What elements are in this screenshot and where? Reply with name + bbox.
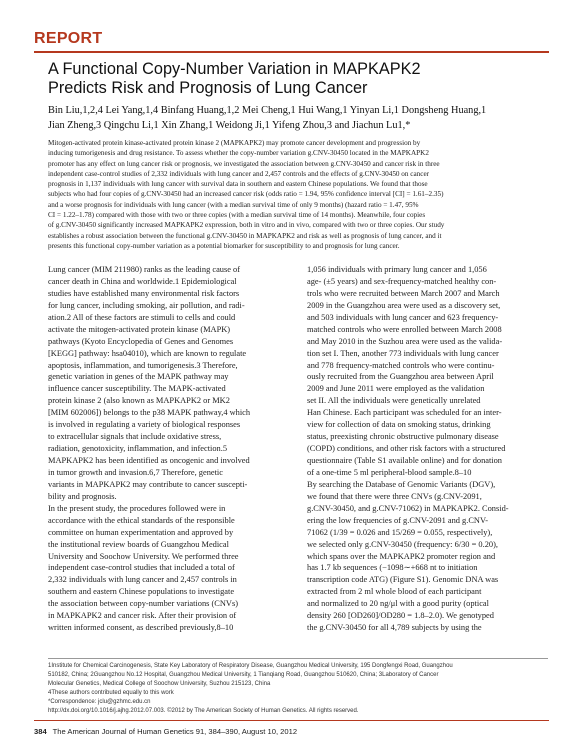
body-text-line: set II. All the individuals were genetically unrelated [307,396,481,406]
body-text-line: and May 2010 in the Suzhou area were used as the valida- [307,336,503,346]
abstract-line: CI = 1.22–1.78) compared with those with two or three copies (with a median survival time of 14 months). Meanwhile, four copies [48,211,426,220]
body-text-line: we selected only g.CNV-30450 (frequency: 6/30 = 0.20), [307,539,498,549]
body-text-line: 71062 (1/39 = 0.026 and 15/269 = 0.055, respectively), [307,527,493,537]
body-text-line: in MAPKAPK2 and cancer risk. After their provision of [48,611,237,621]
body-text-line: and normalized to 20 ng/μl with a good purity (optical [307,599,489,609]
footnote-line: 1Institute for Chemical Carcinogenesis, State Key Laboratory of Respiratory Disease, Guangzhou Medical University, 195 Dongfengxi Road, Guangzhou [48,663,453,669]
body-text-line: 1,056 individuals with primary lung cancer and 1,056 [307,265,487,274]
body-text-line: written informed consent, as described previously,8–10 [48,623,234,633]
abstract-line: inducing tumorigenesis and drug resistance. To assess whether the copy-number variation g.CNV-30450 located in the MAPKAPK2 [48,149,429,158]
footnote-line: http://dx.doi.org/10.1016/j.ajhg.2012.07.003. ©2012 by The American Society of Human Genetics. All rights reserved. [48,708,359,714]
body-text-line: activate the mitogen-activated protein kinase (MAPK) [48,324,231,334]
body-text-line: transcription code ATG) (Figure S1). Genomic DNA was [307,575,499,585]
body-text-line: cancer death in China and worldwide.1 Epidemiological [48,276,237,286]
body-text-line: ation.2 All of these factors are stimuli to cells and could [48,312,236,322]
body-text-line: independent case-control studies that included a total of [48,563,235,573]
body-text-line: the g.CNV-30450 for all 4,789 subjects by using the [307,623,482,633]
body-text-line: studies have established many environmental risk factors [48,288,240,298]
abstract-line: subjects who had four copies of g.CNV-30450 had an increased cancer risk (odds ratio = 1.94, 95% confidence interval [CI] = 1.61–2.35) [48,190,444,199]
author-list [48,103,548,133]
body-text-line: and 503 individuals with lung cancer and 623 frequency- [307,312,499,322]
header-rule [34,51,549,53]
abstract-line: establishes a robust association between the functional g.CNV-30450 in MAPKAPK2 and risk as well as prognosis of lung cancer, and it [48,231,442,240]
footnote-line: 510182, China; 2Guangzhou No.12 Hospital, Guangzhou Medical University, 1 Tianqiang Road, Guangzhou 510620, China; 3Laboratory of Cancer [48,672,439,678]
body-column-left [48,264,280,634]
body-text-line: the institutional review boards of Guangzhou Medical [48,539,229,549]
body-text-line: trols who were recruited between March 2007 and March [307,288,500,298]
body-text-line: Han Chinese. Each participant was scheduled for an inter- [307,408,502,418]
abstract-line: of g.CNV-30450 significantly increased MAPKAPK2 expression, both in vitro and in vivo, compared with two or three copies. Our study [48,221,445,230]
author-line: Bin Liu,1,2,4 Lei Yang,1,4 Binfang Huang,1,2 Mei Cheng,1 Hui Wang,1 Yinyan Li,1 Dongsheng Huang,1 [48,105,487,116]
author-line: Jian Zheng,3 Qingchu Li,1 Xin Zhang,1 Weidong Ji,1 Yifeng Zhou,3 and Jiachun Lu1,* [48,120,411,131]
body-text-line: protein kinase 2 (also known as MAPKAPK2 or MK2 [48,396,230,406]
page-footer [34,727,297,736]
abstract-line: Mitogen-activated protein kinase-activated protein kinase 2 (MAPKAPK2) may promote cancer development and progression by [48,139,421,147]
body-text-line: By searching the Database of Genomic Variants (DGV), [307,479,496,489]
footer-rule [34,720,549,721]
journal-citation: The American Journal of Human Genetics 91, 384–390, August 10, 2012 [52,727,298,736]
body-text-line: (COPD) conditions, and other risk factors with a structured [307,444,506,454]
abstract-line: prognosis in 1,137 individuals with lung cancer with survival data in southern and eastern Chinese populations. We found that those [48,180,428,189]
body-text-line: bility and prognosis. [48,491,117,501]
body-text-line: of a one-time 5 ml peripheral-blood sample.8–10 [307,467,472,477]
abstract-line: independent case-control studies of 2,332 individuals with lung cancer and 2,457 controls and the effects of g.CNV-30450 on cancer [48,169,430,178]
title-line: Predicts Risk and Prognosis of Lung Cancer [48,79,368,97]
body-text-line: is involved in regulating a variety of biological responses [48,420,241,430]
body-text-line: ously recruited from the Guangzhou area between April [307,372,494,382]
body-text-line: [KEGG] pathway: hsa04010), which are known to regulate [48,348,247,358]
title-line: A Functional Copy-Number Variation in MAPKAPK2 [48,60,421,78]
body-text-line: In the present study, the procedures followed were in [48,503,226,513]
page-number: 384 [34,727,47,736]
abstract [48,138,548,251]
body-text-line: southern and eastern Chinese populations to investigate [48,587,235,597]
footnote-rule [48,658,548,659]
body-text-line: g.CNV-30450, and g.CNV-71062) in MAPKAPK2. Consid- [307,503,509,513]
body-text-line: the association between copy-number variations (CNVs) [48,599,239,609]
body-text-line: view for collection of data on smoking status, drinking [307,420,491,430]
body-text-line: we found that there were three CNVs (g.CNV-2091, [307,491,482,501]
body-text-line: MAPKAPK2 has been identified as oncogenic and involved [48,456,250,465]
abstract-line: promoter has any effect on lung cancer risk or prognosis, we investigated the association between g.CNV-30450 and cancer risk in three [48,159,440,168]
affiliations-footnotes [48,662,548,716]
body-text-line: status, preexisting chronic obstructive pulmonary disease [307,432,499,442]
body-text-line: 2009 and June 2011 were employed as the validation [307,384,485,394]
footnote-line: Molecular Genetics, Medical College of Soochow University, Suzhou 215123, China [48,681,271,687]
body-text-line: radiation, genotoxicity, inflammation, and infection.5 [48,444,228,454]
body-text-line: committee on human experimentation and approved by [48,527,234,537]
body-text-line: has 1.7 kb sequences (−1098∼+668 nt to initiation [307,563,478,573]
body-text-line: matched controls who were enrolled between March 2008 [307,324,502,334]
article-title [48,60,548,98]
body-text-line: questionnaire (Table S1 available online) and for donation [307,456,502,465]
body-text-line: and 778 frequency-matched controls who were continu- [307,360,495,370]
abstract-line: and a worse prognosis for individuals with lung cancer (with a median survival time of only 9 months) (hazard ratio = 1.47, 95% [48,200,419,209]
body-text-line: 2009 in the Guangzhou area were used as a discovery set, [307,300,501,310]
body-text-line: apoptosis, inflammation, and tumorigenesis.3 Therefore, [48,360,238,370]
section-label: REPORT [34,30,103,47]
body-text-line: density 260 [OD260]/OD280 = 1.8–2.0). We genotyped [307,611,494,621]
body-text-line: ering the low frequencies of g.CNV-2091 and g.CNV- [307,515,489,525]
body-text-line: [MIM 602006]) belongs to the p38 MAPK pathway,4 which [48,408,251,418]
footnote-line: *Correspondence: jclu@gzhmc.edu.cn [48,699,151,705]
abstract-line: presents this functional copy-number variation as a potential biomarker for susceptibility to and prognosis for lung cancer. [48,241,400,250]
body-text-line: extracted from 2 ml whole blood of each participant [307,587,482,597]
body-text-line: influence cancer susceptibility. The MAPK-activated [48,384,226,394]
body-text-line: to extracellular signals that include oxidative stress, [48,432,222,442]
body-text-line: pathways (Kyoto Encyclopedia of Genes and Genomes [48,336,234,346]
body-text-line: Lung cancer (MIM 211980) ranks as the leading cause of [48,265,241,274]
body-text-line: which spans over the MAPKAPK2 promoter region and [307,551,496,561]
body-text-line: 2,332 individuals with lung cancer and 2,457 controls in [48,575,237,585]
body-text-line: tion set I. Then, another 773 individuals with lung cancer [307,348,499,358]
footnote-line: 4These authors contributed equally to this work [48,690,174,696]
body-text-line: accordance with the ethical standards of the responsible [48,515,235,525]
body-text-line: genetic variation in genes of the MAPK pathway may [48,372,229,382]
body-text-line: for lung cancer, including smoking, air pollution, and radi- [48,300,245,310]
body-text-line: variants in MAPKAPK2 may contribute to cancer suscepti- [48,479,248,489]
body-column-right [307,264,539,634]
body-text-line: University and Soochow University. We performed three [48,551,239,561]
body-text-line: in tumor growth and invasion.6,7 Therefore, genetic [48,467,223,477]
body-text-line: age- (±5 years) and sex-frequency-matched healthy con- [307,276,497,286]
